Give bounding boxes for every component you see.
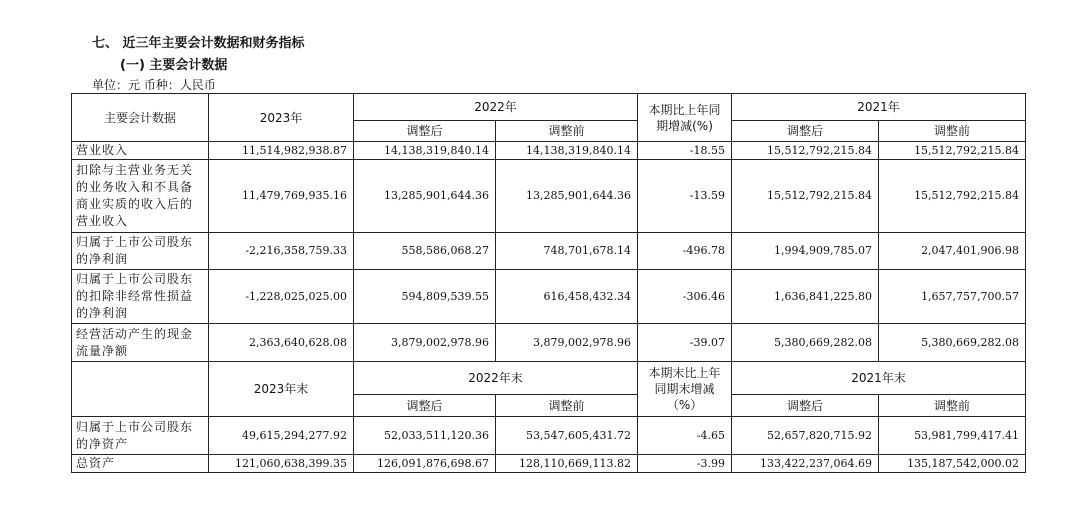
table-body	[72, 94, 1026, 142]
header-change: 本期比上年同期增减(%)	[638, 94, 732, 142]
header-2022-before: 调整前	[496, 121, 638, 142]
table-header-2	[72, 362, 1026, 417]
value-2021-adjusted: 5,380,669,282.08	[732, 324, 879, 362]
value-2021-before: 135,187,542,000.02	[879, 455, 1026, 473]
value-change: -4.65	[638, 417, 732, 455]
header-2022-adjusted: 调整后	[354, 121, 496, 142]
value-change: -18.55	[638, 142, 732, 160]
row-label: 归属于上市公司股东的扣除非经常性损益的净利润	[72, 270, 209, 324]
value-2021-before: 1,657,757,700.57	[879, 270, 1026, 324]
row-label: 总资产	[72, 455, 209, 473]
table-row	[72, 160, 1026, 233]
value-2022-before: 3,879,002,978.96	[496, 324, 638, 362]
row-label: 营业收入	[72, 142, 209, 160]
value-2021-before: 15,512,792,215.84	[879, 142, 1026, 160]
table-row	[72, 233, 1026, 270]
header-2021-adjusted: 调整后	[732, 121, 879, 142]
value-2021-before: 15,512,792,215.84	[879, 160, 1026, 233]
value-2022-adjusted: 558,586,068.27	[354, 233, 496, 270]
value-2022-before: 616,458,432.34	[496, 270, 638, 324]
rows1-body	[72, 142, 1026, 362]
header-2022: 2022年	[354, 94, 638, 121]
table-row	[72, 142, 1026, 160]
header-2021-before: 调整前	[879, 121, 1026, 142]
header-2023: 2023年	[209, 94, 354, 142]
value-2022-adjusted: 126,091,876,698.67	[354, 455, 496, 473]
value-2022-adjusted: 14,138,319,840.14	[354, 142, 496, 160]
value-2023: -2,216,358,759.33	[209, 233, 354, 270]
rows2-body	[72, 417, 1026, 473]
value-2022-before: 748,701,678.14	[496, 233, 638, 270]
table-row	[72, 455, 1026, 473]
section-title: 七、 近三年主要会计数据和财务指标	[92, 36, 305, 51]
header2-2022-adjusted: 调整后	[354, 395, 496, 417]
value-2023: -1,228,025,025.00	[209, 270, 354, 324]
value-2021-adjusted: 1,636,841,225.80	[732, 270, 879, 324]
value-2021-before: 53,981,799,417.41	[879, 417, 1026, 455]
subsection-title: (一) 主要会计数据	[120, 58, 228, 73]
header-2021: 2021年	[732, 94, 1026, 121]
row-label: 扣除与主营业务无关的业务收入和不具备商业实质的收入后的营业收入	[72, 160, 209, 233]
value-2022-adjusted: 3,879,002,978.96	[354, 324, 496, 362]
value-change: -306.46	[638, 270, 732, 324]
value-2021-adjusted: 15,512,792,215.84	[732, 160, 879, 233]
table-row	[72, 417, 1026, 455]
header2-2021-before: 调整前	[879, 395, 1026, 417]
accounting-data-table	[71, 93, 1026, 473]
value-2023: 49,615,294,277.92	[209, 417, 354, 455]
row-label: 归属于上市公司股东的净资产	[72, 417, 209, 455]
header2-2021: 2021年末	[732, 362, 1026, 395]
header2-empty-cell	[72, 362, 209, 417]
header2-2022: 2022年末	[354, 362, 638, 395]
table-row	[72, 324, 1026, 362]
header-col-label: 主要会计数据	[72, 94, 209, 142]
value-2023: 11,479,769,935.16	[209, 160, 354, 233]
unit-currency-line: 单位：元 币种：人民币	[92, 78, 216, 92]
value-2022-before: 13,285,901,644.36	[496, 160, 638, 233]
row-label: 归属于上市公司股东的净利润	[72, 233, 209, 270]
value-2021-before: 5,380,669,282.08	[879, 324, 1026, 362]
value-2022-adjusted: 52,033,511,120.36	[354, 417, 496, 455]
value-2023: 11,514,982,938.87	[209, 142, 354, 160]
value-2023: 121,060,638,399.35	[209, 455, 354, 473]
value-2021-adjusted: 15,512,792,215.84	[732, 142, 879, 160]
value-2022-adjusted: 594,809,539.55	[354, 270, 496, 324]
header2-2021-adjusted: 调整后	[732, 395, 879, 417]
header2-2023: 2023年末	[209, 362, 354, 417]
value-2021-adjusted: 1,994,909,785.07	[732, 233, 879, 270]
value-2023: 2,363,640,628.08	[209, 324, 354, 362]
value-change: -13.59	[638, 160, 732, 233]
value-2022-before: 53,547,605,431.72	[496, 417, 638, 455]
value-change: -39.07	[638, 324, 732, 362]
value-2022-before: 14,138,319,840.14	[496, 142, 638, 160]
value-2021-adjusted: 52,657,820,715.92	[732, 417, 879, 455]
value-change: -3.99	[638, 455, 732, 473]
header2-change: 本期末比上年同期末增减（%）	[638, 362, 732, 417]
row-label: 经营活动产生的现金流量净额	[72, 324, 209, 362]
value-2022-adjusted: 13,285,901,644.36	[354, 160, 496, 233]
value-2021-adjusted: 133,422,237,064.69	[732, 455, 879, 473]
value-change: -496.78	[638, 233, 732, 270]
header2-2022-before: 调整前	[496, 395, 638, 417]
table-row	[72, 270, 1026, 324]
value-2022-before: 128,110,669,113.82	[496, 455, 638, 473]
value-2021-before: 2,047,401,906.98	[879, 233, 1026, 270]
